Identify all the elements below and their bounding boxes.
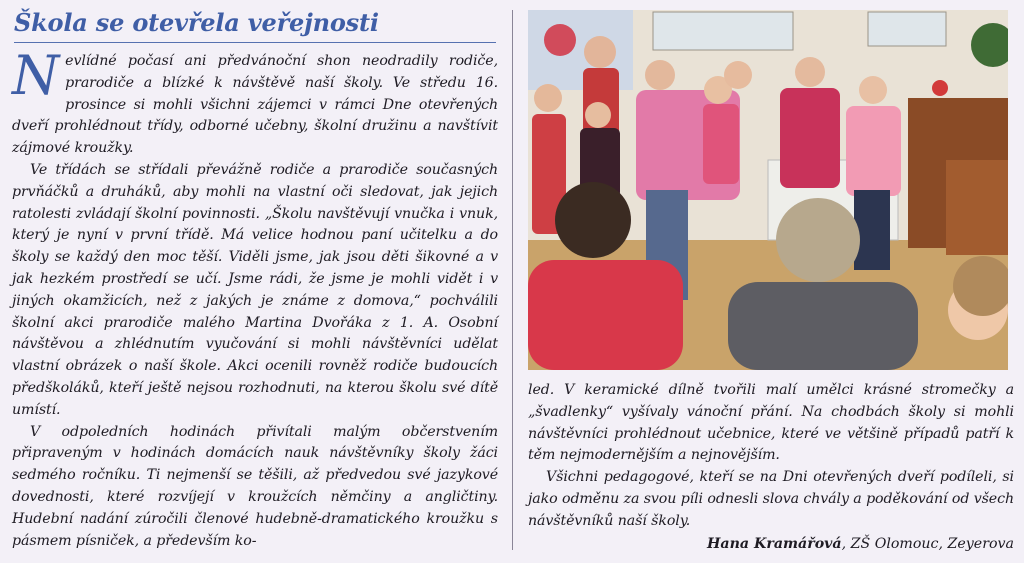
- paragraph-3-end: led. V keramické dílně tvořili malí umělci krásné stromečky a „švadlenky“ vyšívaly vánoční přání. Na chodbách školy si mohli návštěvníci prohlédnout učebnice, které ve většině případů patří k těm nejmodernějším a nejnovějším.: [528, 382, 1014, 464]
- paragraph-2: Ve třídách se střídali převážně rodiče a prarodiče současných prvňáčků a druháků, aby mohli na vlastní oči sledovat, jak jejich ratolesti zvládají školní povinnosti. „Školu navštěvují vnučka i vnuk, který je nyní v první třídě. Má velice hodnou paní učitelku a do školy se každý den moc těší. Viděli jsme, jak jsou děti šikovné a v jak hezkém prostředí se učí. Jsme rádi, že jsme je mohli vidět i v jiných okamžicích, než z jakých je známe z domova,“ pochválili školní akci prarodiče malého Martina Dvořáka z 1. A. Osobní návštěvou a zhlédnutím vyučování si mohli návštěvníci udělat vlastní obrázek o naší škole. Akci ocenili rovněž rodiče budoucích předškoláků, kteří ještě nejsou rozhodnuti, na kterou školu své dítě umístí.: [12, 161, 498, 418]
- drop-cap: N: [12, 44, 60, 107]
- right-column: [528, 10, 1014, 558]
- article-body-left: [12, 44, 498, 552]
- author-affiliation: , ZŠ Olomouc, Zeyerova: [841, 535, 1014, 552]
- paragraph-3-start: V odpoledních hodinách přivítali malým občerstvením připraveným v hodinách domácích nauk návštěvníky školy žáci sedmého ročníku. Ti nejmenší se těšili, až předvedou své jazykové dovednosti, které rozvíjejí v kroužcích němčiny a angličtiny. Hudební nadání zúročili členové hudebně-dramatického kroužku s pásmem písniček, a především ko-: [12, 423, 498, 549]
- article-photo: [528, 10, 1008, 370]
- title-rule: [14, 42, 496, 43]
- photo-illustration: [528, 10, 1008, 370]
- column-divider: [512, 10, 513, 550]
- author-name: Hana Kramářová: [706, 535, 842, 552]
- article-body-right: [528, 380, 1014, 533]
- paragraph-1-text: evlídné počasí ani předvánoční shon neodradily rodiče, prarodiče a blízké k návštěvě naší školy. Ve středu 16. prosince si mohli všichni zájemci v rámci Dne otevřených dveří prohlédnout třídy, odborné učebny, školní družinu a navštívit zájmové kroužky.: [12, 53, 498, 157]
- left-column: [12, 8, 498, 556]
- article-title: Škola se otevřela veřejnosti: [14, 8, 379, 37]
- author-signature: [528, 533, 1014, 555]
- paragraph-1: [12, 44, 498, 160]
- paragraph-4: Všichni pedagogové, kteří se na Dni otevřených dveří podíleli, si jako odměnu za svou píli odnesli slova chvály a poděkování od všech návštěvníků naší školy.: [528, 469, 1014, 529]
